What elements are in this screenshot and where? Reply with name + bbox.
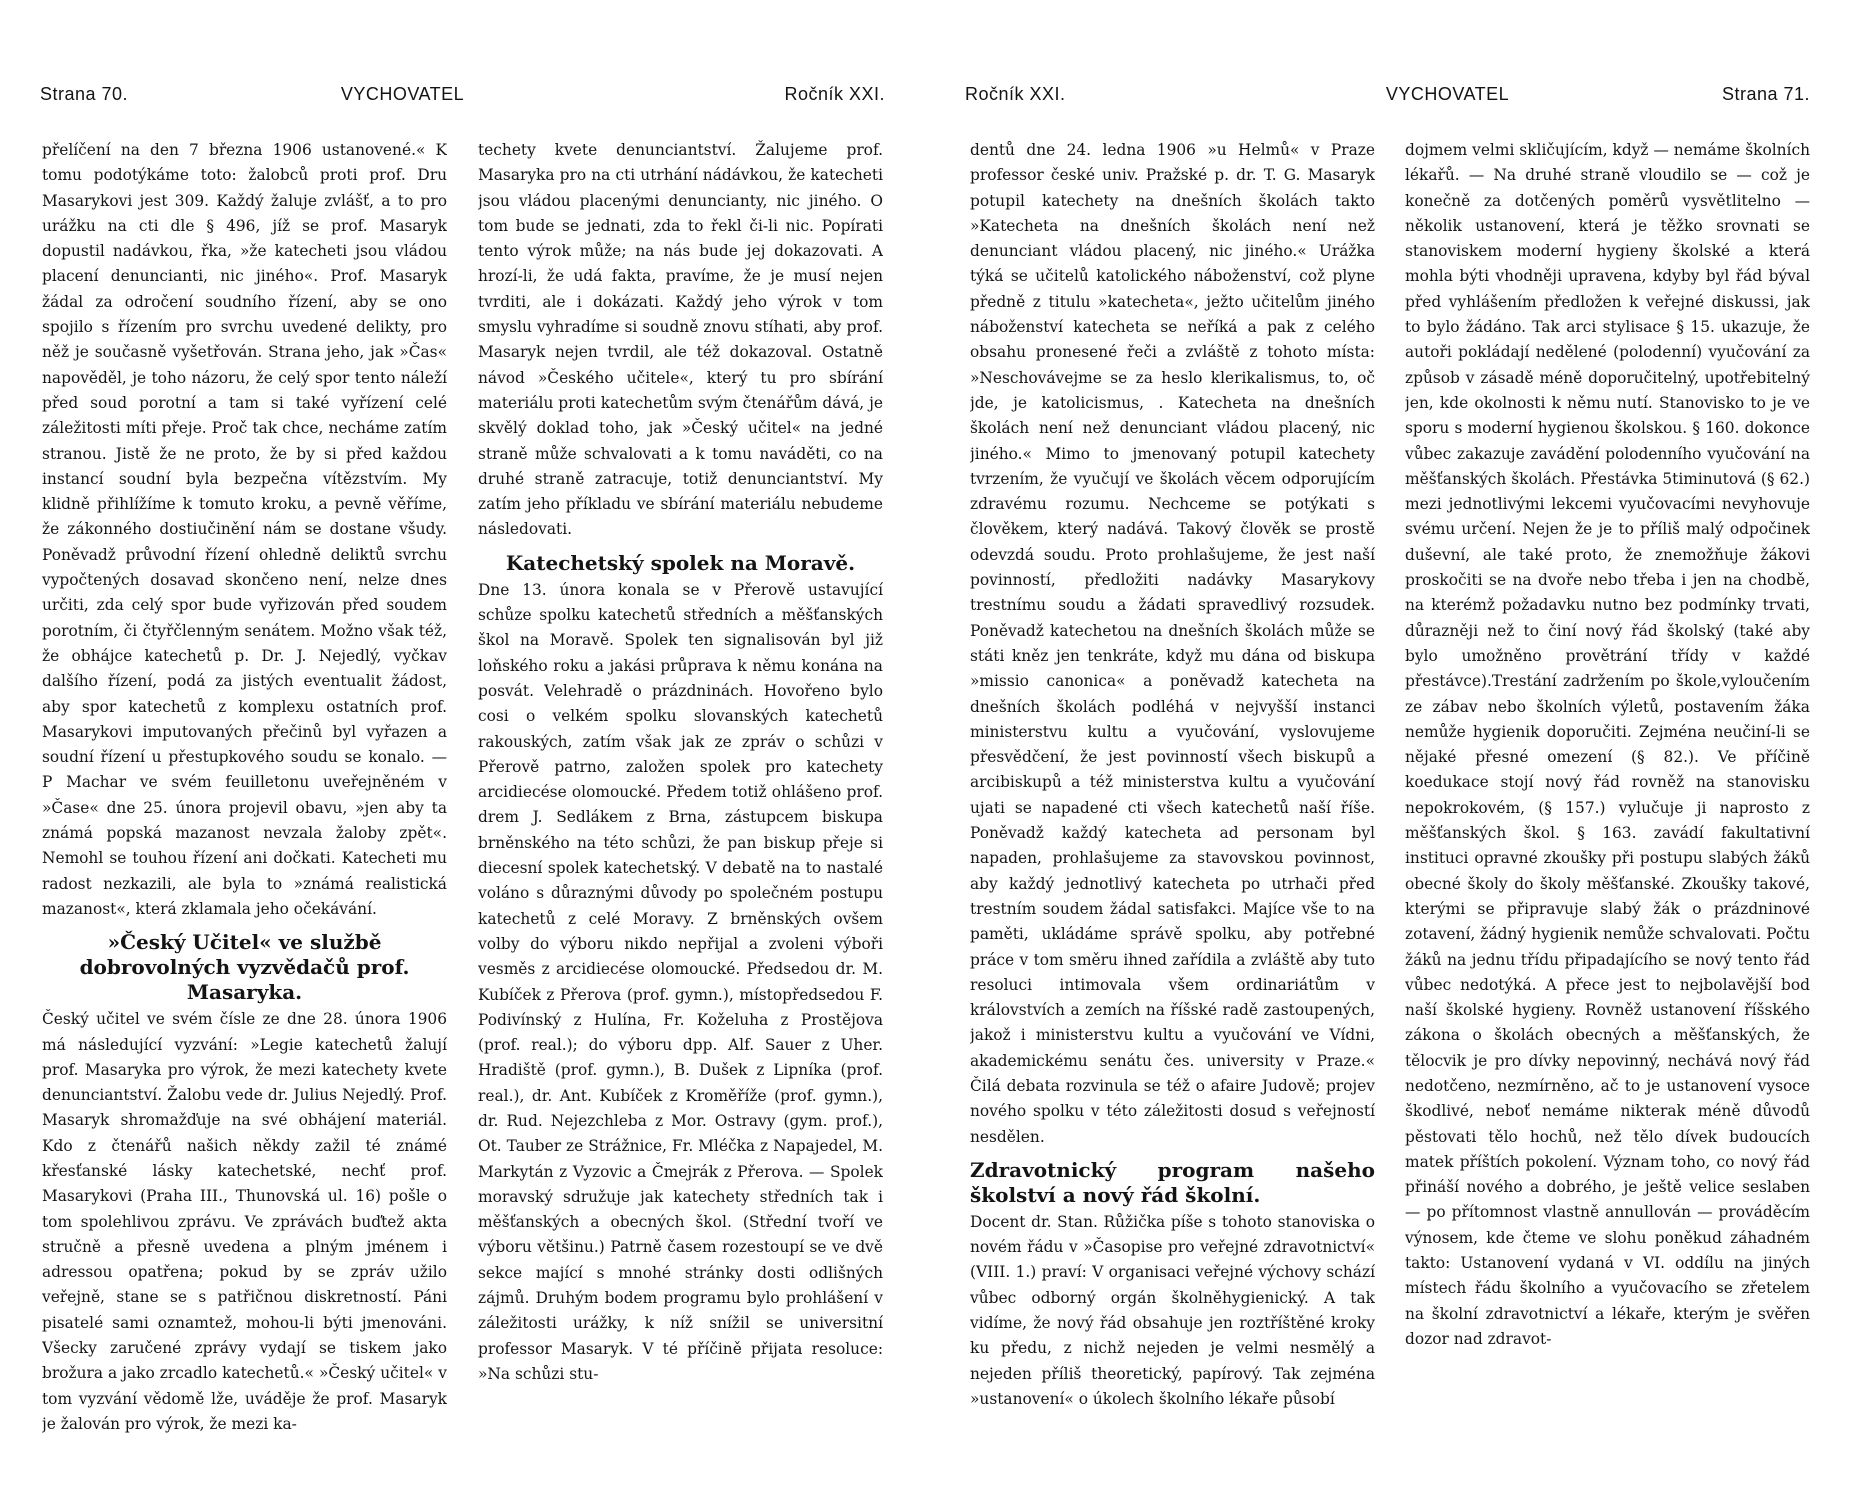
page-number: Strana 70. xyxy=(40,84,129,104)
right-page-header xyxy=(965,84,1810,112)
left-page-header xyxy=(40,84,885,112)
right-page-column-1 xyxy=(970,138,1375,1483)
article-heading: Katechetský spolek na Moravě. xyxy=(505,550,856,575)
article-heading: Zdravotnický program našeho školství a nový řád školní. xyxy=(970,1157,1375,1207)
article-heading: »Český Učitel« ve službě dobrovolných vyzvědačů prof. Masaryka. xyxy=(79,930,410,1005)
paragraph: přelíčení na den 7 března 1906 ustanovené.« K tomu podotýkáme toto: žalobců proti prof. Dru Masarykovi jest 309. Každý žaluje zvlášť, a to pro urážku na cti dle § 496, jíž se prof. Masaryk dopustil nadávkou, řka, »že katecheti jsou vládou placení denuncianti, nic jiného«. Prof. Masaryk žádal za odročení soudního řízení, aby se ono spojilo s řízením pro svrchu uvedené delikty, pro něž je současně vyšetřován. Strana jeho, jak »Čas« napověděl, je toho názoru, že celý spor tento náleží před soud porotní a tam si také vyřízení celé záležitosti míti přeje. Proč tak chce, necháme zatím stranou. Jistě že ne proto, že by si před každou instancí soudní byla bezpečna vítězstvím. My klidně přihlížíme k tomuto kroku, a pevně věříme, že zákonného dostiučinění nám se dostane všudy. Poněvadž průvodní řízení ohledně deliktů svrchu vypočtených dosavad skončeno není, nelze dnes určiti, zda celý spor bude vyřizován před soudem porotním, či čtyřčlenným senátem. Možno však též, že obhájce katechetů p. Dr. J. Nejedlý, vyčkav dalšího řízení, podá za jistých eventualit žádost, aby spor katechetů z komplexu ostatních prof. Masarykovi imputovaných přečinů byl vyřazen a soudní řízení u přestupkového soudu se konalo. — P Machar ve svém feuilletonu uveřejněném v »Čase« dne 25. února projevil obavu, »jen aby ta známá popská mazanost nevzala žaloby zpět«. Nemohl se touhou řízení ani dočkati. Katecheti mu radost nezkazili, ale byla to »známá realistická mazanost«, která zklamala jeho očekávání. xyxy=(42,141,447,918)
paragraph: Dne 13. února konala se v Přerově ustavující schůze spolku katechetů středních a měšťanských škol na Moravě. Spolek ten signalisován byl již loňského roku a jakási průprava k němu konána na posvát. Velehradě o prázdninách. Hovořeno bylo cosi o velkém spolku slovanských katechetů rakouských, zatím však jak ze zpráv o schůzi v Přerově patrno, založen spolek pro katechety arcidiecése olomoucké. Předem totiž ohlášeno prof. drem J. Sedlákem z Brna, zástupcem biskupa brněnského na této schůzi, že pan biskup přeje si diecesní spolek katechetský. V debatě na to nastalé voláno s důraznými důvody po společném postupu katechetů z celé Moravy. Z brněnských ovšem volby do výboru nikdo nepřijal a zvoleni výboři vesměs z arcidiecése olomoucké. Předsedou dr. M. Kubíček z Přerova (prof. gymn.), místopředsedou F. Podivínský z Hulína, Fr. Koželuha z Prostějova (prof. real.); do výboru dpp. Alf. Sauer z Uher. Hradiště (prof. gymn.), B. Dušek z Lipníka (prof. real.), dr. Ant. Kubíček z Kroměříže (prof. gymn.), dr. Rud. Nejezchleba z Mor. Ostravy (gym. prof.), Ot. Tauber ze Strážnice, Fr. Mléčka z Napajedel, M. Markytán z Vyzovic a Čmejrák z Přerova. — Spolek moravský sdružuje jak katechety středních tak i měšťanských a obecných škol. (Střední tvoří ve výboru většinu.) Patrně časem rozestoupí se ve dvě sekce mající s mnohé stránky dosti odlišných zájmů. Druhým bodem programu bylo prohlášení v záležitosti urážky, k níž snížil se universitní professor Masaryk. V té příčině přijata resoluce: »Na schůzi stu- xyxy=(478,580,883,1383)
right-page xyxy=(925,0,1850,1500)
left-page-column-1 xyxy=(42,138,447,1483)
journal-title: VYCHOVATEL xyxy=(1385,84,1510,104)
paragraph: Docent dr. Stan. Růžička píše s tohoto stanoviska o novém řádu v »Časopise pro veřejné zdravotnictví« (VIII. 1.) praví: V organisaci veřejné výchovy schází vůbec odborný orgán školněhygienický. A tak vidíme, že nový řád obsahuje jen roztříštěné kroky ku předu, z nichž nejeden je velmi nesmělý a nejeden příliš theoretický, papírový. Tak zejména »ustanovení« o úkolech školního lékaře působí xyxy=(970,1212,1375,1408)
paragraph: techety kvete denunciantství. Žalujeme prof. Masaryka pro na cti utrhání nádávkou, že katecheti jsou vládou placenými denuncianty, nic jiného. O tom bude se jednati, zda to řekl či-li nic. Popírati tento výrok může; na nás bude jej dokazovati. A hrozí-li, že udá fakta, pravíme, že je musí nejen tvrditi, ale i dokázati. Každý jeho výrok v tom smyslu vyhradíme si soudně znovu stíhati, aby prof. Masaryk nejen tvrdil, ale též dokazoval. Ostatně návod »Českého učitele«, který tu pro sbírání materiálu proti katechetům svým čtenářům dává, je skvělý doklad toho, jak »Český učitel« na jedné straně může schvalovati a k tomu naváděti, co na druhé straně zatracuje, totiž denunciantství. My zatím jeho příkladu ve sbírání materiálu nebudeme následovati. xyxy=(478,141,883,539)
paragraph: Český učitel ve svém čísle ze dne 28. února 1906 má následující vyzvání: »Legie katechetů žalují prof. Masaryka pro výrok, že mezi katechety kvete denunciantství. Žalobu vede dr. Julius Nejedlý. Prof. Masaryk shromažďuje na své obhájení materiál. Kdo z čtenářů našich někdy zažil té známé křesťanské lásky katechetské, nechť prof. Masarykovi (Praha III., Thunovská ul. 16) pošle o tom spolehlivou zprávu. Ve zprávách buďtež akta stručně a přesně uvedena a plným jménem i adressou opatřena; pokud by se zpráv užilo veřejně, stane se s patřičnou diskretností. Páni pisatelé sami oznamtež, mohou-li býti jmenováni. Všecky zaručené zprávy vydají se tiskem jako brožura a jako zrcadlo katechetů.« »Český učitel« v tom vyzvání vědomě lže, uváděje že prof. Masaryk je žalován pro výrok, že mezi ka- xyxy=(42,1010,447,1433)
left-page-column-2 xyxy=(478,138,883,1483)
page-number: Strana 71. xyxy=(1721,84,1810,104)
volume-label: Ročník XXI. xyxy=(784,84,885,104)
journal-title: VYCHOVATEL xyxy=(340,84,465,104)
paragraph: dentů dne 24. ledna 1906 »u Helmů« v Praze professor české univ. Pražské p. dr. T. G. Masaryk potupil katechety na dnešních školách takto »Katecheta na dnešních školách není než denunciant vládou placený, nic jiného.« Urážka týká se učitelů katolického náboženství, což plyne předně z titulu »katecheta«, ježto učitelům jiného náboženství katecheta se neříká a pak z celého obsahu pronesené řeči a zvláště z tohoto místa: »Neschovávejme se za heslo klerikalismus, to, oč jde, je katolicismus, . Katecheta na dnešních školách není než denunciant vládou placený, nic jiného.« Mimo to jmenovaný potupil katechety tvrzením, že vyučují ve školách věcem odporujícím zdravému rozumu. Nechceme se potýkati s člověkem, který nadává. Takový člověk se prostě odevzdá soudu. Proto prohlašujeme, že jest naší povinností, předložiti nadávky Masarykovy trestnímu soudu a žádati spravedlivý rozsudek. Poněvadž katechetou na dnešních školách může se státi kněz jen tenkráte, když mu dána od biskupa »missio canonica« a poněvadž katecheta na dnešních školách podléhá v nejvyšší instanci ministerstvu kultu a vyučování, vyslovujeme přesvědčení, že jest povinností všech biskupů a arcibiskupů a též ministerstva kultu a vyučování ujati se napadené cti všech katechetů naší říše. Poněvadž každý katecheta ad personam byl napaden, prohlašujeme za stavovskou povinnost, aby každý jednotlivý katecheta po utrhači před trestním soudem žádal satisfakci. Majíce vše to na paměti, ukládáme správě spolku, aby potřebné práce v tom směru ihned zařídila a zvláště aby tuto resoluci intimovala všem ordinariátům v královstvích a zemích na říšské radě zastoupených, jakož i ministerstvu kultu a vyučování ve Vídni, akademickému senátu čes. university v Praze.« Čilá debata rozvinula se též o afaire Judově; projev nového spolku v této záležitosti dosud s veřejností nesdělen. xyxy=(970,141,1375,1146)
paragraph: dojmem velmi skličujícím, když — nemáme školních lékařů. — Na druhé straně vloudilo se — což je konečně za dotčených poměrů vysvětlitelno — několik ustanovení, která je těžko srovnati se stanoviskem moderní hygieny školské a která mohla býti vhodněji upravena, kdyby byl řád býval před vyhlášením předložen k veřejné diskussi, jak to bylo žádáno. Tak arci stylisace § 15. ukazuje, že autoři pokládají nedělené (polodenní) vyučování za způsob v zásadě méně doporučitelný, upotřebitelný jen, kde okolnosti k němu nutí. Stanovisko to je ve sporu s moderní hygienou školskou. § 160. dokonce vůbec zakazuje zavádění polodenního vyučování na měšťanských školách. Přestávka 5timinutová (§ 62.) mezi jednotlivými lekcemi vyučovacími nevyhovuje svému určení. Nejen že je to příliš malý odpočinek duševní, ale také proto, že znemožňuje žákovi proskočiti se na dvoře nebo třeba i jen na chodbě, na kterémž požadavku nutno bez podmínky trvati, důrazněji než to činí nový řád školský (také aby bylo umožněno provětrání třídy v každé přestávce).Trestání zadržením po škole,vyloučením ze zábav nebo školních výletů, postavením žáka nemůže hygienik doporučiti. Zejména neučiní-li se nějaké přesné omezení (§ 82.). Ve příčině koedukace stojí nový řád rovněž na stanovisku nepokrokovém, (§ 157.) vylučuje ji naprosto z měšťanských škol. § 163. zavádí fakultativní instituci opravné zkoušky při postupu slabých žáků obecné školy do školy měšťanské. Zkoušky takové, kterými se připravuje slabý žák o prázdninové zotavení, žádný hygienik nemůže schvalovati. Počtu žáků na jednu třídu připadajícího se nový tento řád vůbec nedotýká. A přece jest to nejbolavější bod naší školské hygieny. Rovněž ustanovení říšského zákona o školách obecných a měšťanských, že tělocvik je pro dívky nepovinný, nechává nový řád nedotčeno, nezmírněno, ač to je ustanovení vysoce škodlivé, neboť nemáme nikterak méně důvodů pěstovati tělo hochů, než tělo dívek budoucích matek příštích pokolení. Význam toho, co nový řád přináší nového a dobrého, je ještě velice seslaben — po přítomnost vlastně annullován — prováděcím výnosem, kde čteme ve slohu poněkud záhadném takto: Ustanovení vydaná v VI. oddílu na jiných místech řádu školního a vyučovacího se zřetelem na školní zdravotnictví a lékaře, kterým je svěřen dozor nad zdravot- xyxy=(1405,141,1810,1348)
right-page-column-2 xyxy=(1405,138,1810,1483)
volume-label: Ročník XXI. xyxy=(965,84,1066,104)
